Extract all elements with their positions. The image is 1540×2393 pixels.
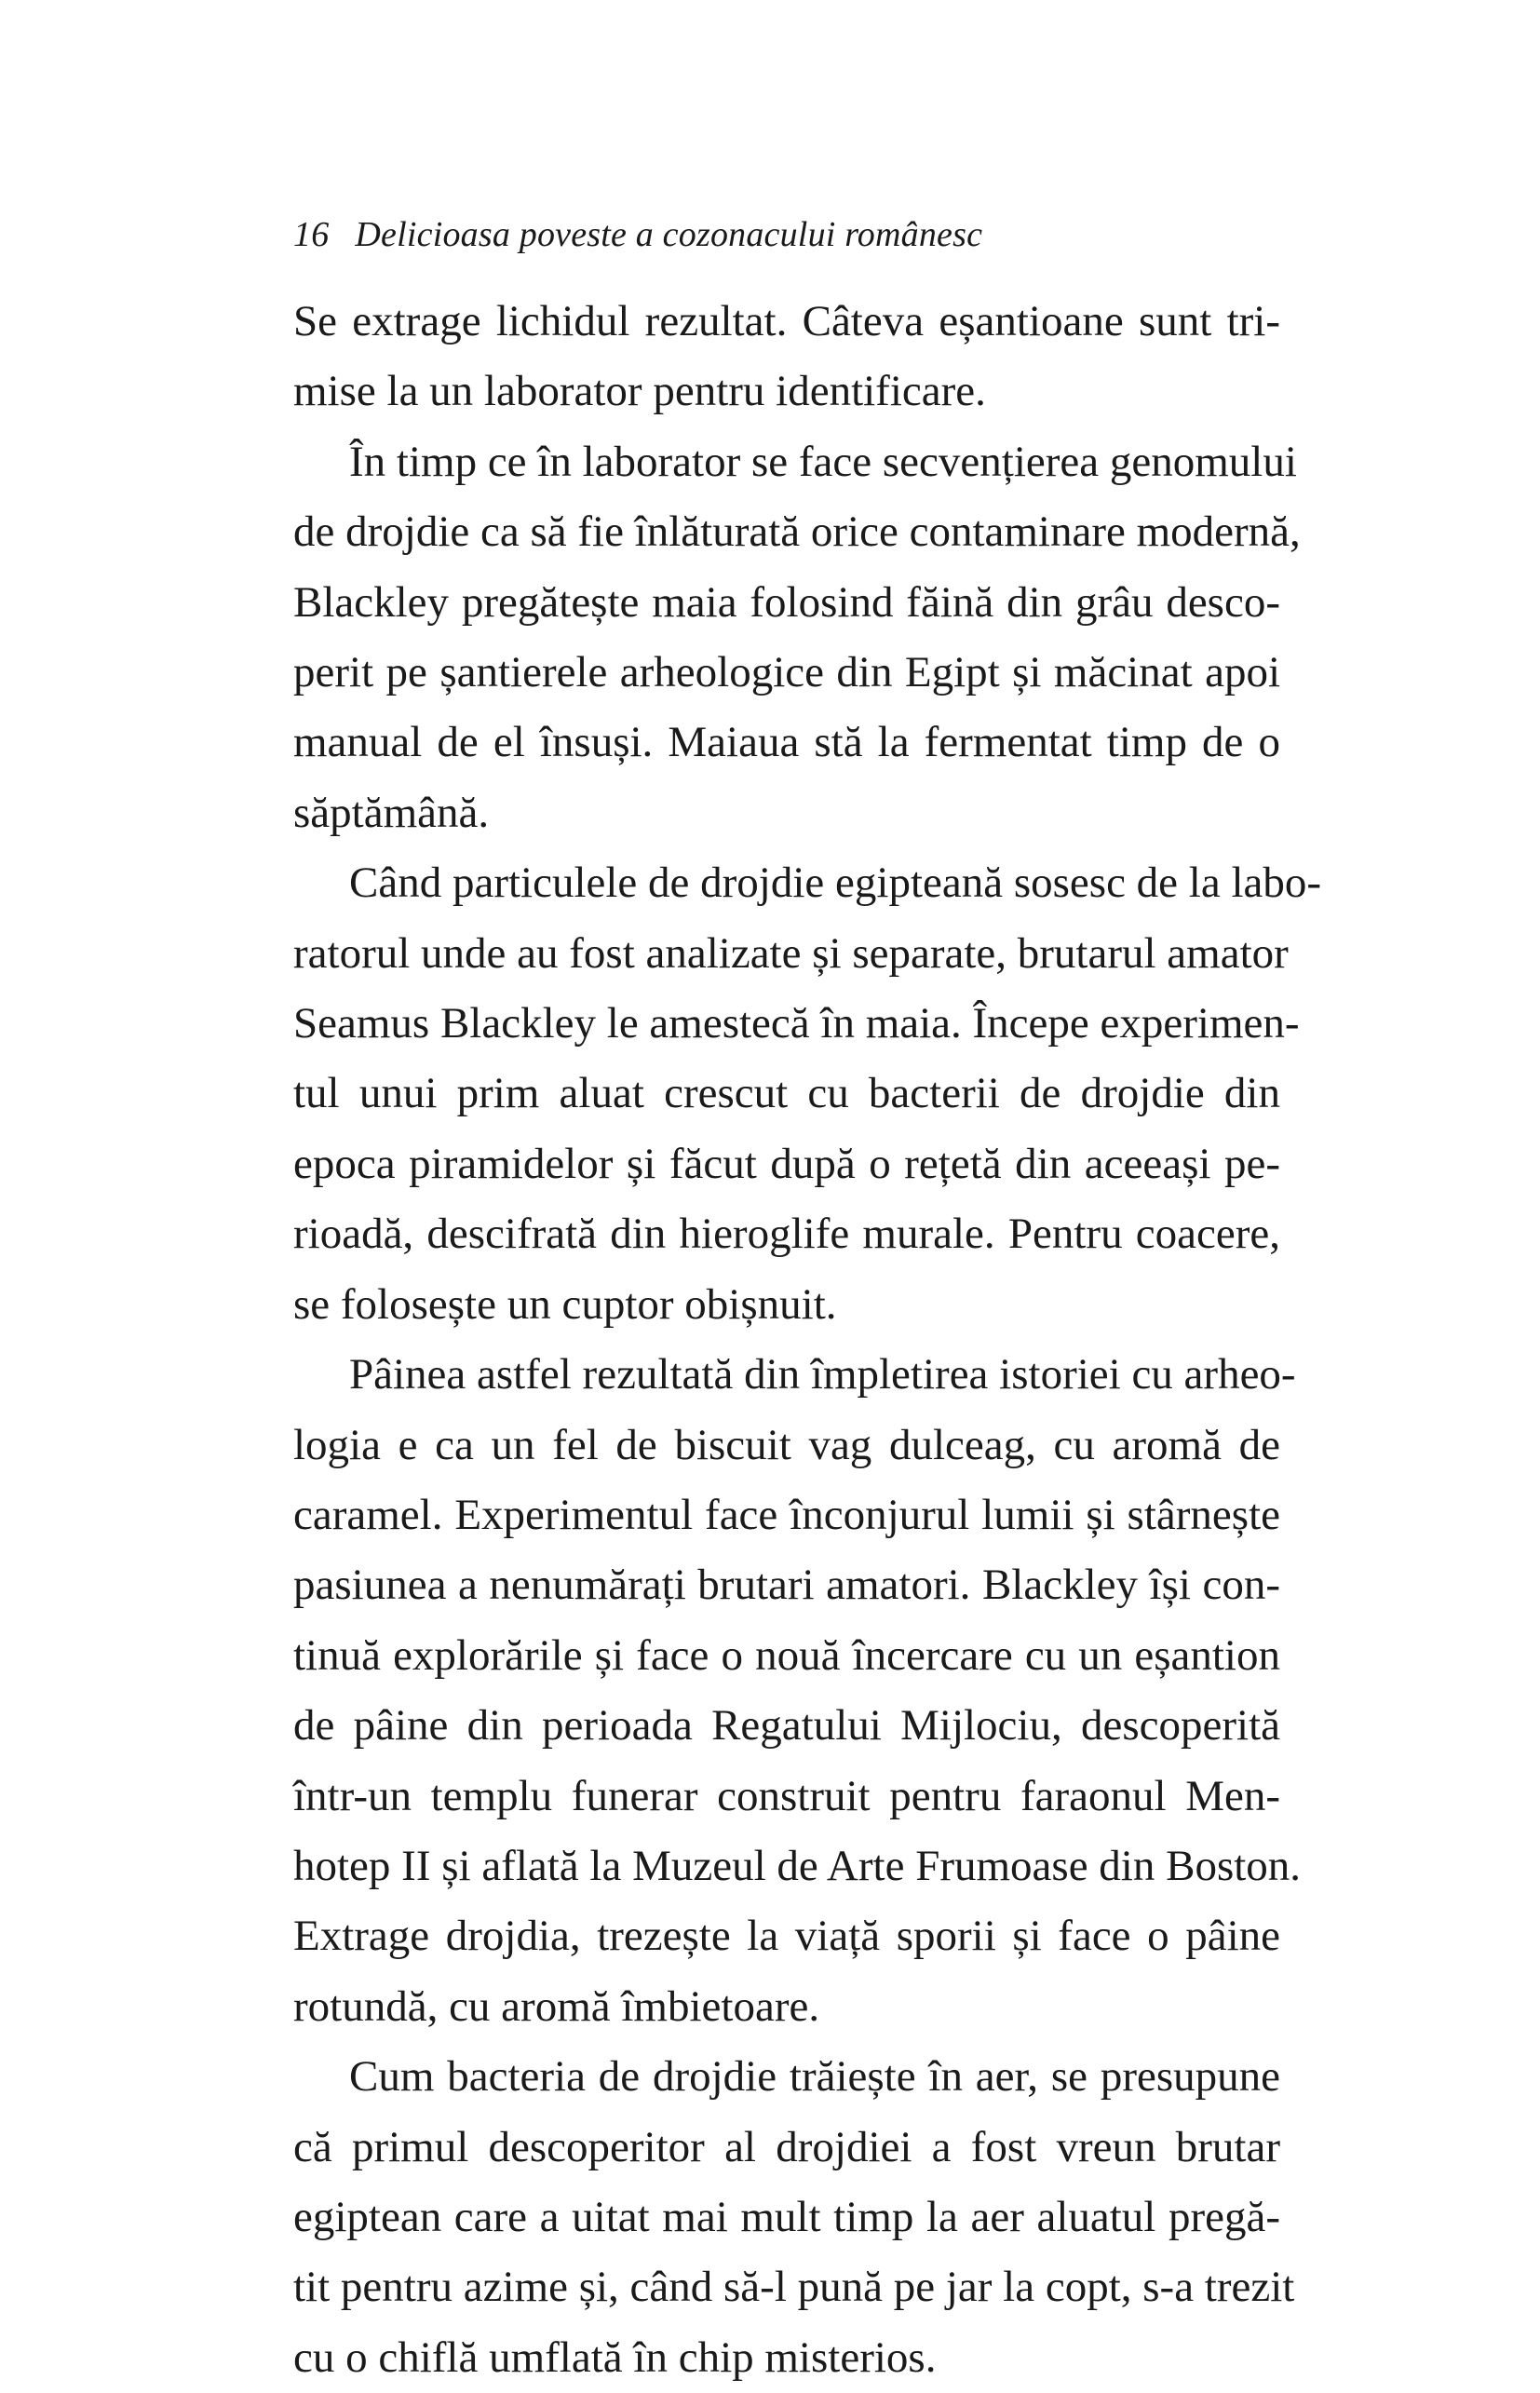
text-line: În timp ce în laborator se face secvențierea genomului: [349, 437, 1297, 486]
text-line: Când particulele de drojdie egipteană sosesc de la labo-: [349, 859, 1322, 908]
text-line: de drojdie ca să fie înlăturată orice contaminare modernă,: [293, 507, 1301, 557]
text-line: logia e ca un fel de biscuit vag dulceag, cu aromă de: [293, 1420, 1280, 1469]
text-line: Pâinea astfel rezultată din împletirea istoriei cu arheo-: [349, 1350, 1296, 1399]
paragraph: [293, 848, 1322, 1340]
text-line: epoca piramidelor și făcut după o rețetă din aceeași pe-: [293, 1139, 1280, 1188]
text-line: Seamus Blackley le amestecă în maia. Începe experimen-: [293, 999, 1300, 1048]
page-number: 16: [293, 215, 330, 254]
text-line: mise la un laborator pentru identificare.: [293, 367, 986, 416]
text-line: egiptean care a uitat mai mult timp la aer aluatul pregă-: [293, 2192, 1280, 2241]
text-line: rioadă, descifrată din hieroglife murale. Pentru coacere,: [293, 1210, 1280, 1259]
text-line: de pâine din perioada Regatului Mijlociu, descoperită: [293, 1701, 1280, 1751]
running-head: [293, 214, 982, 255]
text-line: caramel. Experimentul face înconjurul lumii și stârnește: [293, 1490, 1280, 1539]
text-line: hotep II și aflată la Muzeul de Arte Frumoase din Boston.: [293, 1841, 1302, 1890]
paragraph: [293, 287, 1280, 427]
text-line: perit pe șantierele arheologice din Egipt și măcinat apoi: [293, 648, 1280, 697]
text-line: Blackley pregătește maia folosind făină din grâu desco-: [293, 577, 1280, 627]
text-line: că primul descoperitor al drojdiei a fost vreun brutar: [293, 2122, 1280, 2171]
text-line: rotundă, cu aromă îmbietoare.: [293, 1981, 820, 2031]
book-title: Delicioasa poveste a cozonacului românesc: [355, 215, 983, 254]
text-line: pasiunea a nenumărați brutari amatori. Blackley își con-: [293, 1561, 1280, 1610]
text-line: cu o chiflă umflată în chip misterios.: [293, 2332, 937, 2382]
paragraph: [293, 2042, 1295, 2393]
text-line: Cum bacteria de drojdie trăiește în aer, se presupune: [349, 2052, 1280, 2102]
text-line: într-un templu funerar construit pentru faraonul Men-: [293, 1771, 1280, 1820]
paragraph: [293, 1340, 1302, 2042]
text-line: Se extrage lichidul rezultat. Câteva eșantioane sunt tri-: [293, 297, 1280, 345]
text-line: Extrage drojdia, trezește la viață sporii și face o pâine: [293, 1912, 1280, 1961]
text-line: tul unui prim aluat crescut cu bacterii de drojdie din: [293, 1069, 1280, 1118]
text-line: ratorul unde au fost analizate și separate, brutarul amator: [293, 928, 1289, 978]
text-line: săptămână.: [293, 788, 490, 837]
body-text: [293, 287, 1322, 2393]
text-line: manual de el însuși. Maiaua stă la fermentat timp de o: [293, 718, 1280, 767]
text-line: tinuă explorările și face o nouă încercare cu un eșantion: [293, 1630, 1280, 1680]
text-line: se folosește un cuptor obișnuit.: [293, 1279, 837, 1329]
text-line: tit pentru azime și, când să-l pună pe jar la copt, s-a trezit: [293, 2263, 1295, 2312]
paragraph: [293, 427, 1301, 848]
